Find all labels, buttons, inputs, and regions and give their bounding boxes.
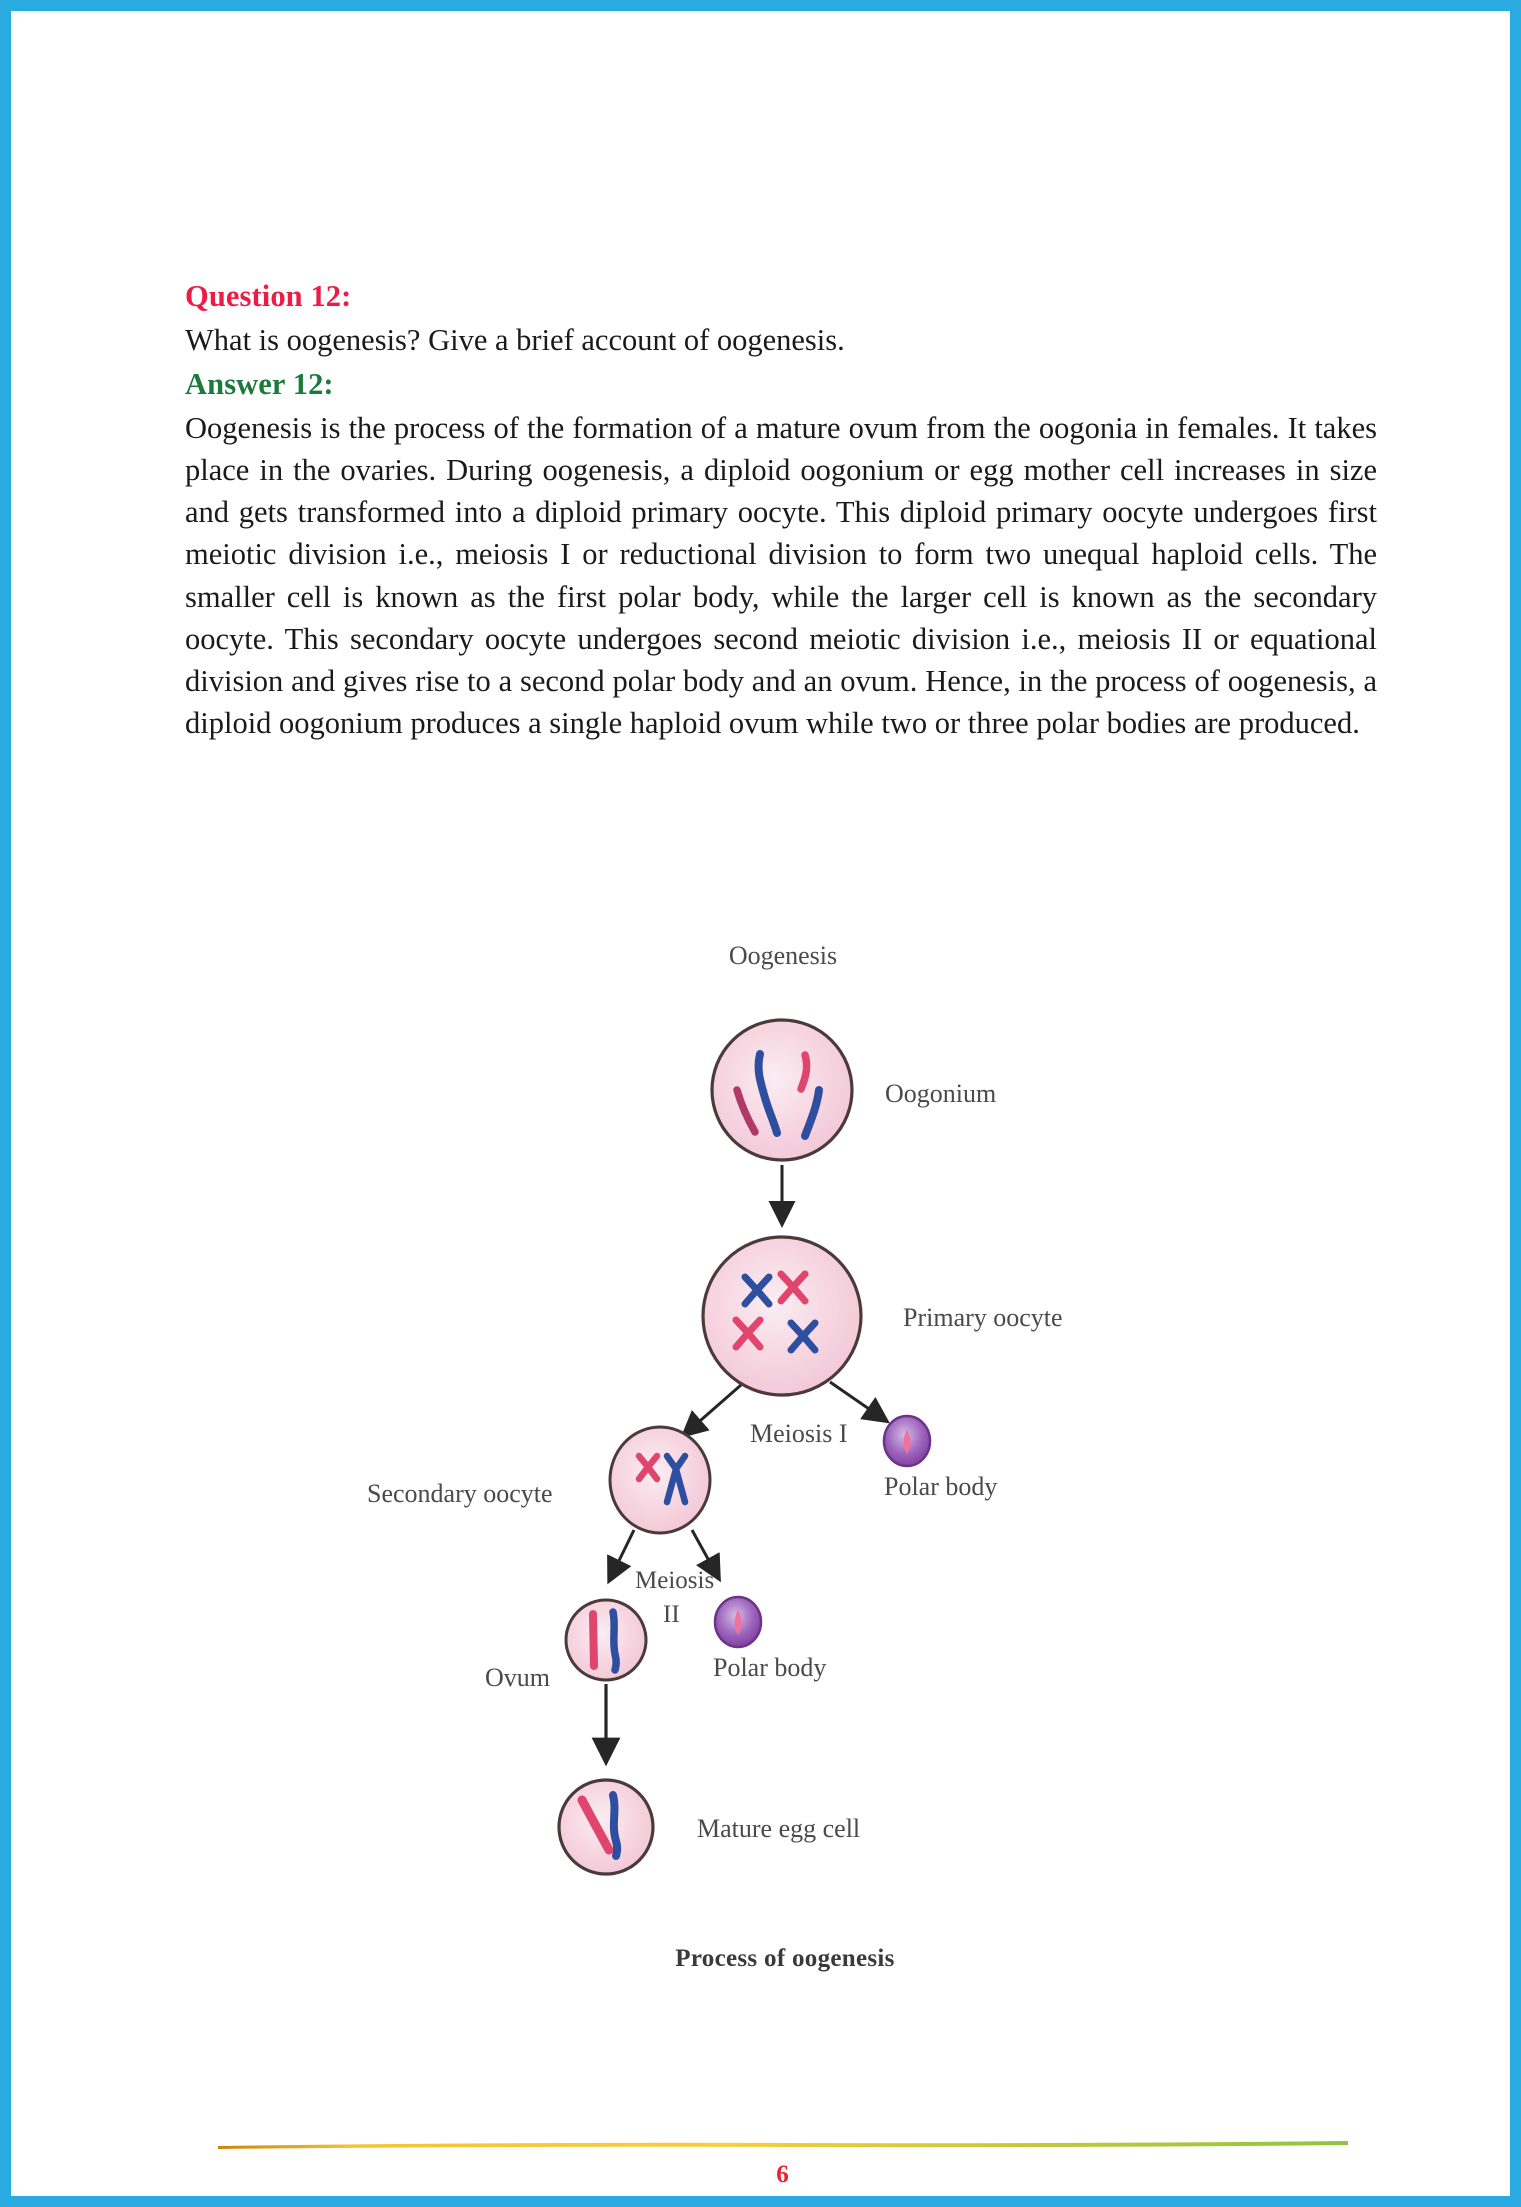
label-secondary-oocyte: Secondary oocyte: [367, 1479, 553, 1508]
page-number: 6: [776, 2161, 789, 2185]
answer-heading: Answer 12:: [185, 366, 334, 401]
label-meiosis-2-line2: II: [663, 1601, 680, 1628]
arrow-meiosis2-left: [610, 1530, 634, 1579]
label-primary-oocyte: Primary oocyte: [903, 1303, 1063, 1332]
oogenesis-diagram: [185, 922, 1385, 1942]
oogenesis-figure: [185, 922, 1385, 1992]
primary-oocyte-cell: [703, 1237, 861, 1395]
label-meiosis-1: Meiosis I: [750, 1419, 848, 1448]
answer-body: Oogenesis is the process of the formation of a mature ovum from the oogonia in females. It takes place in the ovaries. During oogenesis, a diploid oogonium or egg mother cell increases in size and gets transformed into a diploid primary oocyte. This diploid primary oocyte undergoes first meiotic division i.e., meiosis I or reductional division to form two unequal haploid cells. The smaller cell is known as the first polar body, while the larger cell is known as the secondary oocyte. This secondary oocyte undergoes second meiotic division i.e., meiosis II or equational division and gives rise to a second polar body and an ovum. Hence, in the process of oogenesis, a diploid oogonium produces a single haploid ovum while two or three polar bodies are produced.: [185, 410, 1377, 741]
figure-title: Oogenesis: [728, 941, 838, 970]
footer-divider: [218, 2140, 1348, 2149]
arrow-meiosis1-left: [685, 1385, 741, 1434]
question-text: What is oogenesis? Give a brief account of oogenesis.: [185, 323, 845, 358]
oogonium-cell: [712, 1020, 852, 1160]
label-polar-body-2: Polar body: [713, 1653, 827, 1682]
polar-body-1: [884, 1416, 930, 1466]
label-mature-egg-cell: Mature egg cell: [697, 1814, 861, 1843]
document-content: [185, 277, 1385, 745]
mature-egg-cell: [559, 1780, 653, 1874]
label-oogonium: Oogonium: [885, 1079, 997, 1108]
ovum-cell: [566, 1600, 646, 1680]
arrow-meiosis1-right: [830, 1382, 885, 1420]
label-ovum: Ovum: [485, 1663, 550, 1692]
page-canvas: [22, 22, 1499, 2185]
question-heading: Question 12:: [185, 279, 352, 313]
label-polar-body-1: Polar body: [884, 1472, 998, 1501]
polar-body-2: [715, 1597, 761, 1647]
secondary-oocyte-cell: [610, 1427, 710, 1533]
label-meiosis-2-line1: Meiosis: [635, 1567, 715, 1594]
figure-caption: Process of oogenesis: [675, 1945, 895, 1972]
